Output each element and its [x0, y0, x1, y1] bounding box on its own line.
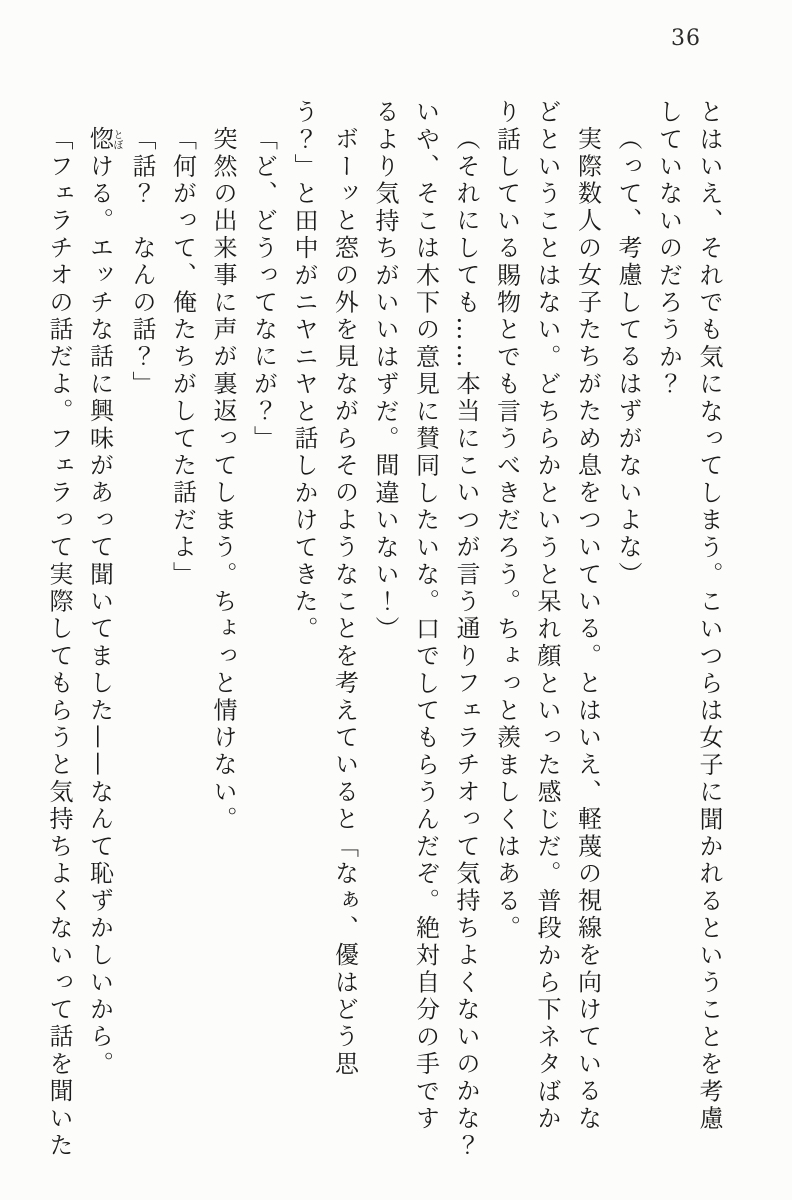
text-line: 「話？ なんの話？」	[128, 126, 156, 398]
text-line: ボーッと窓の外を見ながらそのようなことを考えていると「なぁ、優はどう思	[330, 126, 359, 1078]
text-line: 惚とぼける。エッチな話に興味があって聞いてました——なんて恥ずかしいから。	[85, 126, 122, 1079]
text-line: 「ど、どうってなにが？」	[249, 126, 278, 453]
text-line: とはいえ、それでも気になってしまう。こいつらは女子に聞かれるということを考慮	[695, 99, 723, 1133]
ruby-annotated-text: 惚とぼ	[85, 126, 122, 154]
text-line: り話している賜物とでも言うべきだろう。ちょっと羨ましくはある。	[492, 99, 521, 943]
text-line: いや、そこは木下の意見に賛同したいな。口でしてもらうんだぞ。絶対自分の手です	[411, 99, 440, 1133]
text-line: どということはない。どちらかというと呆れ顔といった感じだ。普段から下ネタばか	[533, 99, 561, 1133]
text-block	[39, 99, 730, 1169]
text-line: （それにしても……本当にこいつが言う通りフェラチオって気持ちよくないのかな？	[452, 126, 480, 1160]
text-line: 「フェラチオの話だよ。フェラって実際してもらうと気持ちよくないって話を聞いた	[45, 126, 73, 1160]
text-line: （って、考慮してるはずがないよな）	[614, 126, 642, 589]
text-line: 実際数人の女子たちがため息をついている。とはいえ、軽蔑の視線を向けているな	[573, 126, 602, 1133]
text-line: していないのだろうか？	[654, 99, 683, 399]
text-line: 突然の出来事に声が裏返ってしまう。ちょっと情けない。	[209, 126, 237, 834]
text-line: う？」と田中がニヤニヤと話しかけてきた。	[290, 99, 318, 643]
text-line: 「何がって、俺たちがしてた話だよ」	[168, 126, 197, 589]
text-line: るより気持ちがいいはずだ。間違いない！）	[371, 99, 399, 643]
page-number: 36	[671, 26, 701, 51]
